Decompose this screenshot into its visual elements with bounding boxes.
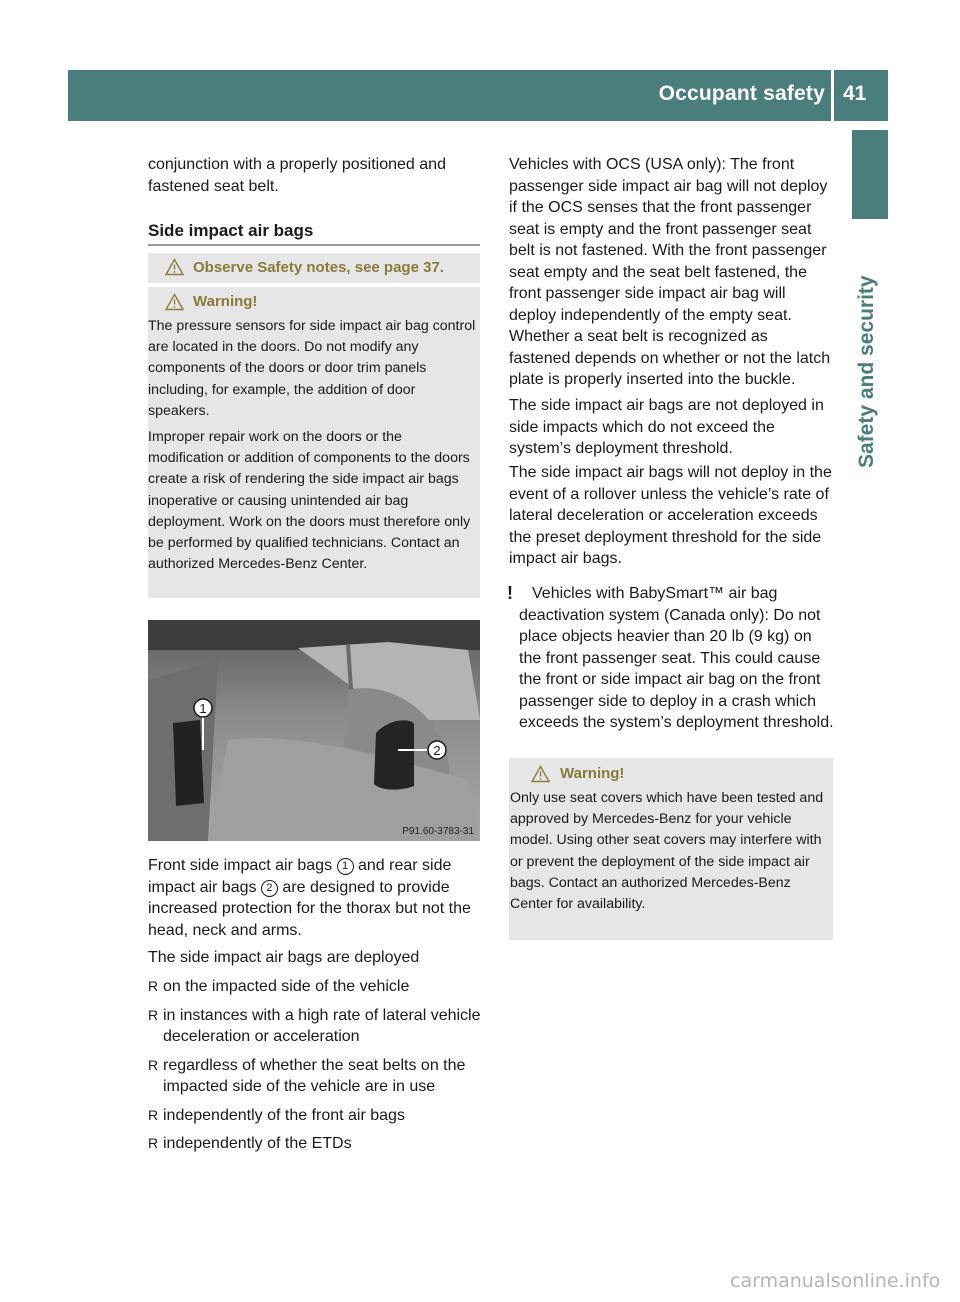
bullet-icon: R (148, 978, 159, 994)
list-item: R independently of the front air bags (148, 1105, 482, 1127)
page-section-title: Occupant safety (658, 82, 825, 105)
bullet-icon: R (148, 1006, 159, 1023)
callout-badge-2: 2 (261, 880, 278, 897)
list-item: R regardless of whether the seat belts on the impacted side of the vehicle are in use (148, 1056, 466, 1095)
warning-title: Warning! (193, 293, 258, 310)
warning-paragraph: Improper repair work on the doors or the modification or addition of components to the doors create a risk of rendering the side impact air bags inoperative or causing unintended air bag deployment. Work on the doors must therefore only be performed by qualified technicians. Contact an authorized Mercedes-Benz Center. (148, 429, 471, 573)
header-divider (831, 70, 834, 121)
caption-text: are designed to provide increased protection for the thorax but not the head, neck and arms. (148, 878, 471, 939)
callout-number: 1 (199, 701, 207, 716)
warning-paragraph: The pressure sensors for side impact air bag control are located in the doors. Do not modify any components of the doors or door trim panels including, for example, the addition of door speakers. (148, 318, 476, 419)
callout-badge-1: 1 (337, 858, 354, 875)
rear-side-airbag (374, 720, 414, 789)
chapter-tab-label: Safety and security (855, 275, 878, 468)
caution-icon: ! (507, 583, 513, 603)
warning-box-right (509, 758, 833, 940)
warning-title: Warning! (560, 765, 625, 782)
figure-caption (148, 855, 480, 941)
deployed-intro: The side impact air bags are deployed (148, 949, 420, 966)
deployment-list (148, 976, 482, 1162)
list-item: R in instances with a high rate of lateral vehicle deceleration or acceleration (148, 1006, 481, 1045)
roof (148, 620, 480, 650)
page-number: 41 (843, 82, 867, 105)
caution-paragraph: Vehicles with BabySmart™ air bag deactivation system (Canada only): Do not place objects heavier than 20 lb (9 kg) on the front passenger seat. This could cause the front or side impact air bag on the front passenger side to deploy in a crash which exceeds the system’s deployment threshold. (519, 585, 834, 731)
bullet-icon: R (148, 1056, 159, 1073)
watermark: carmanualsonline.info (730, 1270, 941, 1292)
warning-paragraph: Only use seat covers which have been tested and approved by Mercedes-Benz for your vehicle model. Using other seat covers may interfere with or prevent the deployment of the side impact air bags. Contact an authorized Mercedes-Benz Center for availability. (510, 790, 824, 913)
warning-box-left (148, 287, 480, 598)
bullet-icon: R (148, 1106, 159, 1123)
section-heading: Side impact air bags (148, 221, 314, 240)
ocs-paragraph: Vehicles with OCS (USA only): The front passenger side impact air bag will not deploy if the OCS senses that the front passenger seat is empty and the front passenger seat belt is not fastened. With the front passenger seat empty and the seat belt fastened, the front passenger side impact air bag will deploy independently of the empty seat. Whether a seat belt is recognized as fastened depends on whether or not the latch plate is properly inserted into the buckle. (509, 156, 831, 388)
threshold-paragraph: The side impact air bags are not deployed in side impacts which do not exceed the system’s deployment threshold. (509, 397, 824, 457)
vehicle-interior-photo (148, 620, 480, 841)
safety-note-text: Observe Safety notes, see page 37. (193, 259, 444, 276)
warning-triangle-icon (165, 258, 184, 276)
warning-triangle-icon (165, 293, 184, 311)
caption-text: Front side impact air bags (148, 857, 333, 874)
list-item: R independently of the ETDs (148, 1133, 482, 1155)
warning-triangle-icon (531, 765, 550, 783)
callout-number: 2 (433, 743, 441, 758)
figure-code: P91.60-3783-31 (402, 826, 474, 837)
caption-text: and rear side impact air bags (148, 857, 452, 896)
intro-paragraph: conjunction with a properly positioned and fastened seat belt. (148, 156, 446, 195)
list-item: R on the impacted side of the vehicle (148, 976, 482, 998)
bullet-icon: R (148, 1135, 159, 1151)
front-side-airbag (173, 720, 204, 806)
heading-rule (148, 244, 480, 246)
rollover-paragraph: The side impact air bags will not deploy in the event of a rollover unless the vehicle’s rate of lateral deceleration or acceleration exceeds the preset deployment threshold for the side impact air bags. (509, 464, 832, 567)
safety-note-box (148, 253, 480, 283)
